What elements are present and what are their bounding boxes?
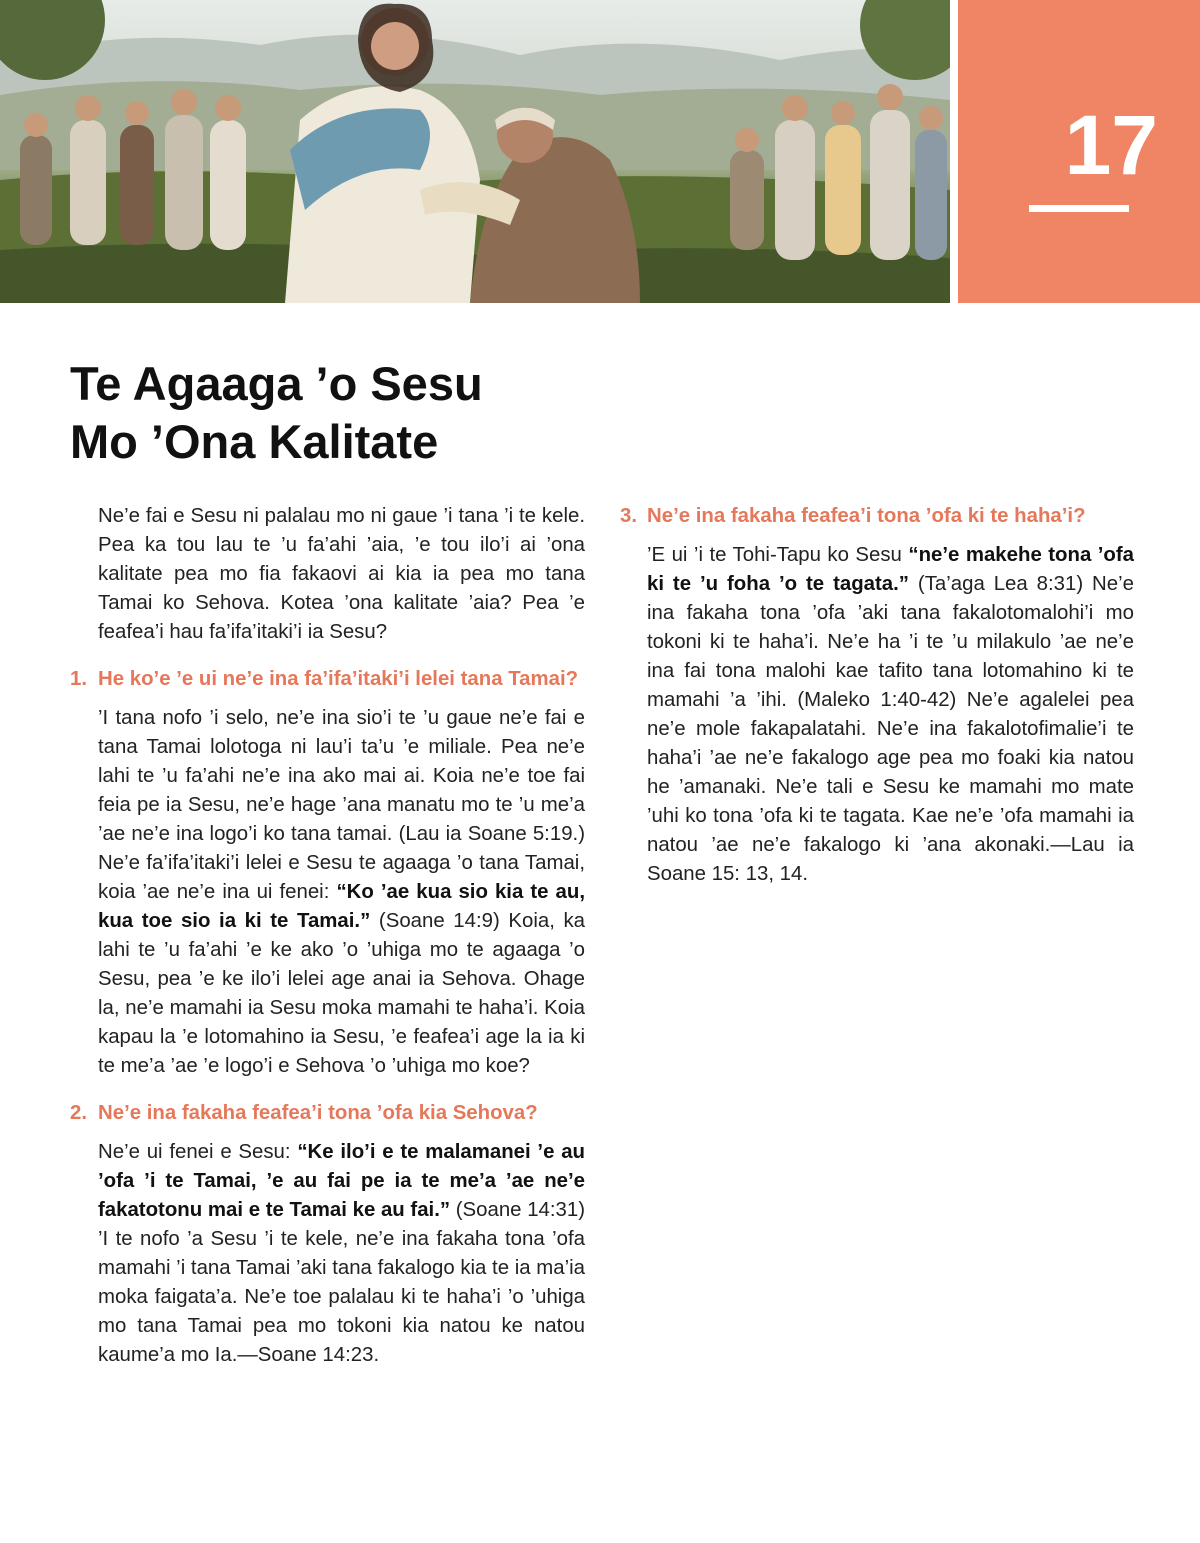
lesson-number: 17 bbox=[1064, 98, 1158, 192]
answer-1-text-b: (Soane 14:9) Koia, ka lahi te ’u fa’ahi ’e ke ako ’o ’uhiga mo te agaaga ’o Sesu, pea ’e ke ilo’i lelei age anai ia Sehova. Ohage la, ne’e mamahi ia Sesu moka mamahi te haha’i. Koia kapau la ’e lotomahino ia Sesu, ’e feafea’i age la ia ki te me’a ’ae ’e logo’i e Sehova ’o ’uhiga mo koe? bbox=[98, 910, 586, 1077]
question-3 bbox=[620, 502, 1134, 531]
answer-1-paragraph bbox=[98, 704, 585, 1081]
answer-3-paragraph bbox=[647, 541, 1134, 889]
scene-illustration-icon bbox=[0, 0, 950, 303]
question-1-number: 1. bbox=[70, 668, 88, 690]
right-column bbox=[620, 502, 1134, 889]
answer-2-text-a: Ne’e ui fenei e Sesu: bbox=[98, 1141, 291, 1163]
badge-underline bbox=[1029, 205, 1129, 212]
answer-3-quote: “ne’e makehe tona ’ofa ki te ’u foha ’o te tagata.” bbox=[647, 544, 1134, 595]
answer-1-quote: “Ko ’ae kua sio kia te au, kua toe sio ia ki te Tamai.” bbox=[98, 881, 586, 932]
question-1-text: He ko’e ’e ui ne’e ina fa’ifa’itaki’i lelei tana Tamai? bbox=[98, 668, 579, 690]
intro-paragraph: Ne’e fai e Sesu ni palalau mo ni gaue ’i tana ’i te kele. Pea ka tou lau te ’u fa’ahi ’aia, ’e tou ilo’i ai ’ona kalitate pea mo fia fakaovi ai kia ia pea mo tana Tamai ko Sehova. Kotea ’ona kalitate ’aia? Pea ’e feafea’i hau fa’ifa’itaki’i ia Sesu? bbox=[98, 505, 585, 643]
question-1 bbox=[70, 665, 585, 694]
question-3-number: 3. bbox=[620, 505, 638, 527]
answer-3-text-a: ’E ui ’i te Tohi-Tapu ko Sesu bbox=[647, 544, 902, 566]
hero-image bbox=[0, 0, 950, 303]
left-column bbox=[70, 502, 586, 1370]
question-2-text: Ne’e ina fakaha feafea’i tona ’ofa kia Sehova? bbox=[98, 1102, 538, 1124]
lesson-number-badge bbox=[958, 0, 1200, 303]
answer-1-text-a: ’I tana nofo ’i selo, ne’e ina sio’i te ’u gaue ne’e fai e tana Tamai lolotoga ni lau’i ta’u ’e miliale. Pea ne’e lahi te ’u fa’ahi ne’e ina ako mai ai. Koia ne’e toe fai feia pe ia Sesu, ne’e hage ’ana manatu mo te ’u me’a ’ae ne’e ina logo’i ko tana tamai. (Lau ia Soane 5:19.) Ne’e fa’ifa’itaki’i lelei e Sesu te agaaga ’o tana Tamai, koia ’ae ne’e ina ui fenei: bbox=[98, 707, 585, 903]
answer-2-quote: “Ke ilo’i e te malamanei ’e au ’ofa ’i te Tamai, ’e au fai pe ia te me’a ’ae ne’e fakatotonu mai e te Tamai ke au fai.” bbox=[98, 1141, 585, 1221]
page-title-line-2: Mo ’Ona Kalitate bbox=[70, 415, 439, 468]
page-title-line-1: Te Agaaga ’o Sesu bbox=[70, 357, 483, 410]
page-title bbox=[70, 355, 483, 471]
answer-2-text-b: (Soane 14:31) ’I te nofo ’a Sesu ’i te kele, ne’e ina fakaha tona ’ofa mamahi ’i tana Tamai ’aki tana fakalogo kia te ia ma’ia moka faigata’a. Ne’e toe palalau ki te haha’i ’o ’uhiga mo tana Tamai pea mo tokoni kia natou ke natou kaume’a mo Ia.—Soane 14:23. bbox=[98, 1199, 586, 1366]
question-2-number: 2. bbox=[70, 1102, 88, 1124]
question-2 bbox=[70, 1099, 585, 1128]
question-3-text: Ne’e ina fakaha feafea’i tona ’ofa ki te haha’i? bbox=[647, 505, 1086, 527]
answer-3-text-b: (Ta’aga Lea 8:31) Ne’e ina fakaha tona ’ofa ’aki tana fakalotomalohi’i mo tokoni ki te haha’i. Ne’e ha ’i te ’u milakulo ’ae ne’e ina fai tona malohi kae tafito tana lotomahino ki te mamahi ’a ’ihi. (Maleko 1:40-42) Ne’e agalelei pea ne’e mole fakapalatahi. Ne’e ina fakalotofimalie’i te haha’i ’ae ne’e fakalogo age pea mo foaki kia natou he ’amanaki. Ne’e tali e Sesu ke mamahi mo mate ’uhi ko tona ’ofa ki te tagata. Kae ne’e ’ofa mamahi ia natou ’ae ne’e fakalogo ki ’ana akonaki.—Lau ia Soane 15: 13, 14. bbox=[647, 573, 1134, 885]
answer-2-paragraph bbox=[98, 1138, 585, 1370]
